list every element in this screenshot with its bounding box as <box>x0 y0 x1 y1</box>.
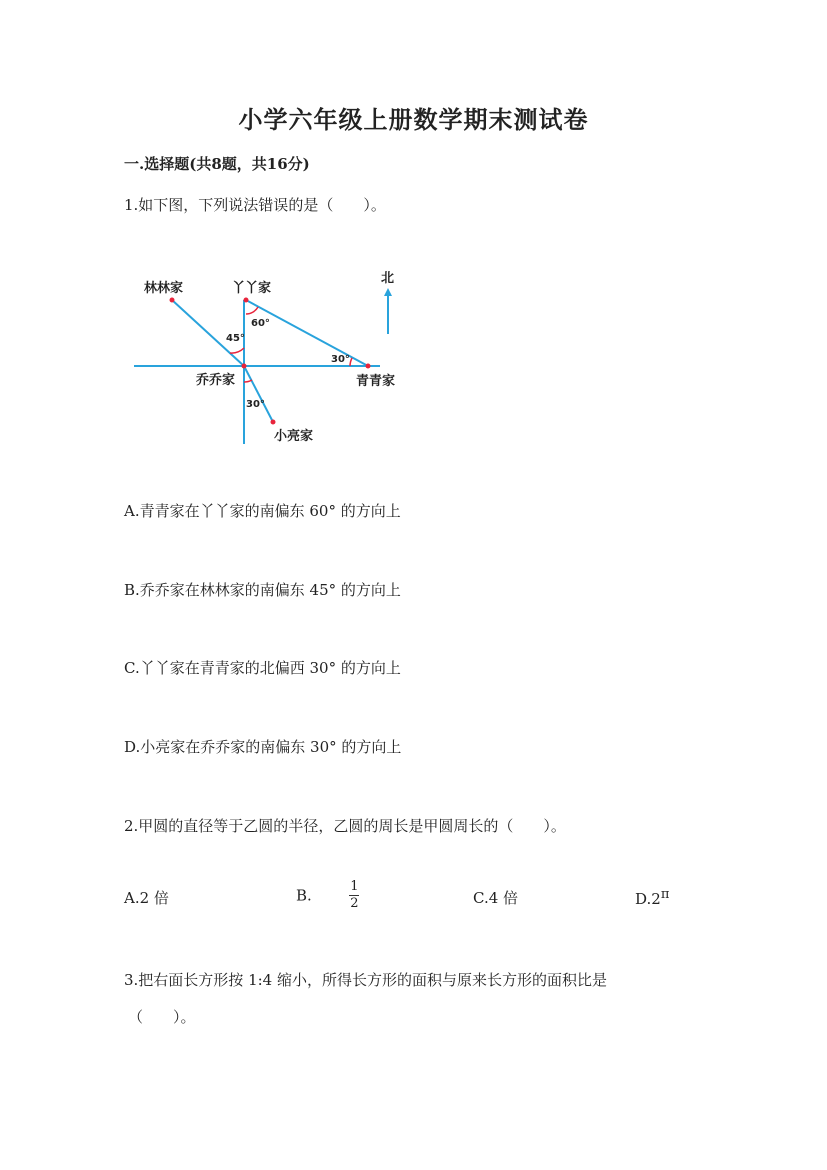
q2-option-d <box>635 887 669 908</box>
pi-symbol: π <box>660 887 670 902</box>
question-3-stem-line2: （ ）。 <box>128 1008 196 1026</box>
q1-option-a: A.青青家在丫丫家的南偏东 60° 的方向上 <box>124 502 401 520</box>
angle-label-30-right: 30° <box>331 354 350 365</box>
angle-label-45: 45° <box>226 333 245 344</box>
line-qiaoqiao-xiaoliang <box>244 366 273 422</box>
point-yaya <box>244 298 249 303</box>
q2-option-d-prefix: D.2 <box>635 890 661 908</box>
fraction-denominator: 2 <box>350 896 359 911</box>
point-qingqing <box>366 364 371 369</box>
q1-option-c: C.丫丫家在青青家的北偏西 30° 的方向上 <box>124 659 401 677</box>
label-qingqing: 青青家 <box>356 374 396 389</box>
label-qiaoqiao: 乔乔家 <box>196 373 236 388</box>
section-heading: 一.选择题(共8题，共16分) <box>124 155 310 173</box>
question-2-stem: 2.甲圆的直径等于乙圆的半径，乙圆的周长是甲圆周长的（ ）。 <box>124 817 566 835</box>
q2-option-b-label: B. <box>296 886 312 905</box>
point-linlin <box>170 298 175 303</box>
north-arrow-head <box>384 288 392 296</box>
arc-30-right <box>350 358 352 366</box>
label-north: 北 <box>381 271 395 286</box>
angle-label-30-bottom: 30° <box>246 399 265 410</box>
question-1-stem: 1.如下图，下列说法错误的是（ ）。 <box>124 196 386 214</box>
q1-option-b: B.乔乔家在林林家的南偏东 45° 的方向上 <box>124 581 401 599</box>
q1-option-d: D.小亮家在乔乔家的南偏东 30° 的方向上 <box>124 738 402 756</box>
arc-45 <box>230 348 244 353</box>
direction-diagram <box>124 262 424 452</box>
q2-option-a: A.2 倍 <box>124 889 169 907</box>
point-qiaoqiao <box>242 364 247 369</box>
label-xiaoliang: 小亮家 <box>274 429 314 444</box>
question-3-stem-line1: 3.把右面长方形按 1:4 缩小，所得长方形的面积与原来长方形的面积比是 <box>124 971 607 989</box>
page-title: 小学六年级上册数学期末测试卷 <box>238 105 589 134</box>
point-xiaoliang <box>271 420 276 425</box>
fraction-one-half <box>349 880 359 911</box>
q2-option-b <box>296 880 359 911</box>
angle-label-60: 60° <box>251 318 270 329</box>
label-yaya: 丫丫家 <box>232 281 272 296</box>
q2-option-c: C.4 倍 <box>473 889 519 907</box>
fraction-numerator: 1 <box>350 879 359 894</box>
arc-30-bottom <box>244 380 252 382</box>
arc-60 <box>246 307 258 314</box>
label-linlin: 林林家 <box>144 281 184 296</box>
